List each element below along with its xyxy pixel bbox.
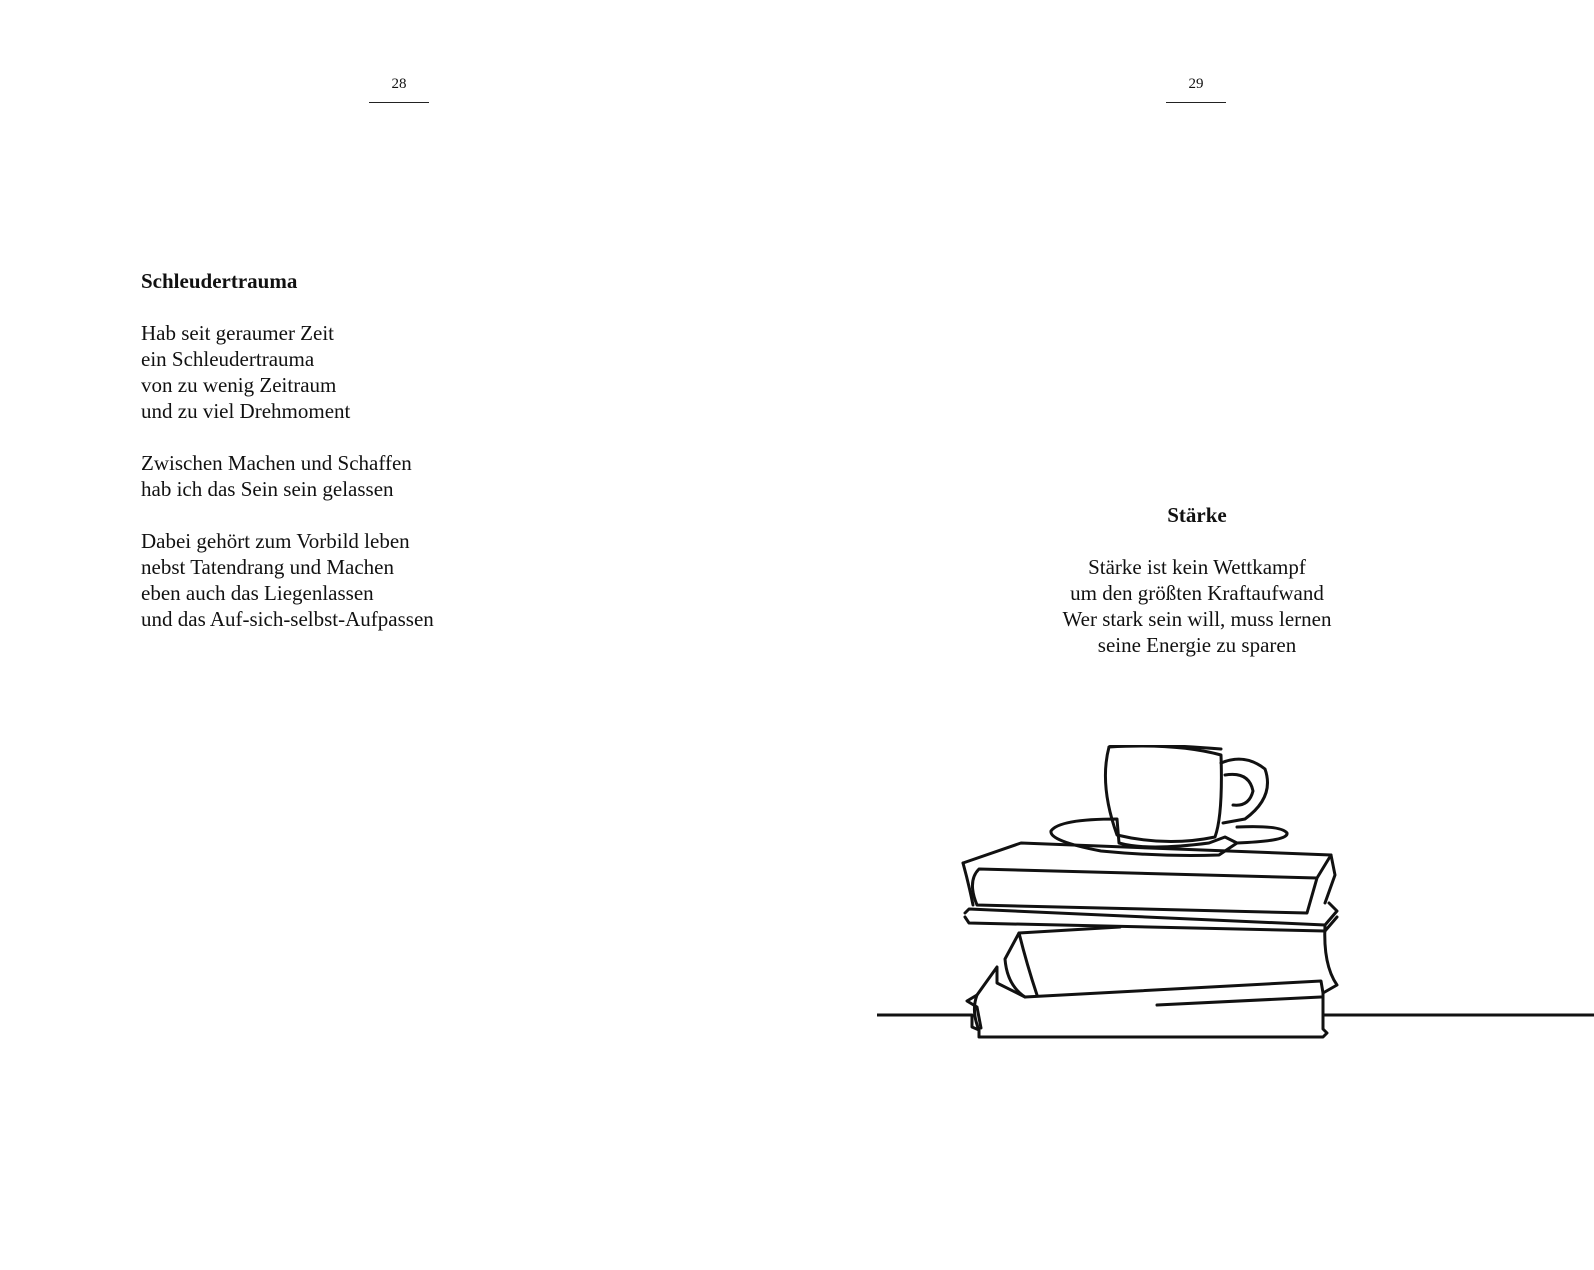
poem-line: Hab seit geraumer Zeit: [141, 321, 334, 345]
stanza: [141, 528, 701, 632]
poem-line: und das Auf-sich-selbst-Aufpassen: [141, 607, 434, 631]
poem-line: seine Energie zu sparen: [1097, 633, 1297, 657]
poem-line: nebst Tatendrang und Machen: [141, 555, 394, 579]
page-number: 29: [1188, 76, 1204, 92]
poem-line: um den größten Kraftaufwand: [1070, 581, 1324, 605]
right-page: [797, 0, 1594, 1270]
page-number-rule: [369, 102, 429, 103]
poem-line: Wer stark sein will, muss lernen: [1062, 607, 1332, 631]
poem-line: ein Schleudertrauma: [141, 347, 315, 371]
poem-staerke: [997, 502, 1397, 684]
poem-line: eben auch das Liegenlassen: [141, 581, 374, 605]
poem-line: hab ich das Sein sein gelassen: [141, 477, 394, 501]
stanza: [141, 450, 701, 502]
poem-line: und zu viel Drehmoment: [141, 399, 351, 423]
stanza: [997, 554, 1397, 658]
poem-line: Zwischen Machen und Schaffen: [141, 451, 412, 475]
page-number: 28: [391, 76, 407, 92]
stanza: [141, 320, 701, 424]
poem-line: Dabei gehört zum Vorbild leben: [141, 529, 410, 553]
poem-line: Stärke ist kein Wettkampf: [1088, 555, 1306, 579]
poem-title: Schleudertrauma: [141, 269, 298, 293]
page-number-rule: [1166, 102, 1226, 103]
poem-schleudertrauma: [141, 268, 701, 658]
poem-title: Stärke: [1167, 503, 1227, 527]
teacup-on-books-line-drawing-icon: [877, 745, 1594, 1055]
poem-line: von zu wenig Zeitraum: [141, 373, 337, 397]
